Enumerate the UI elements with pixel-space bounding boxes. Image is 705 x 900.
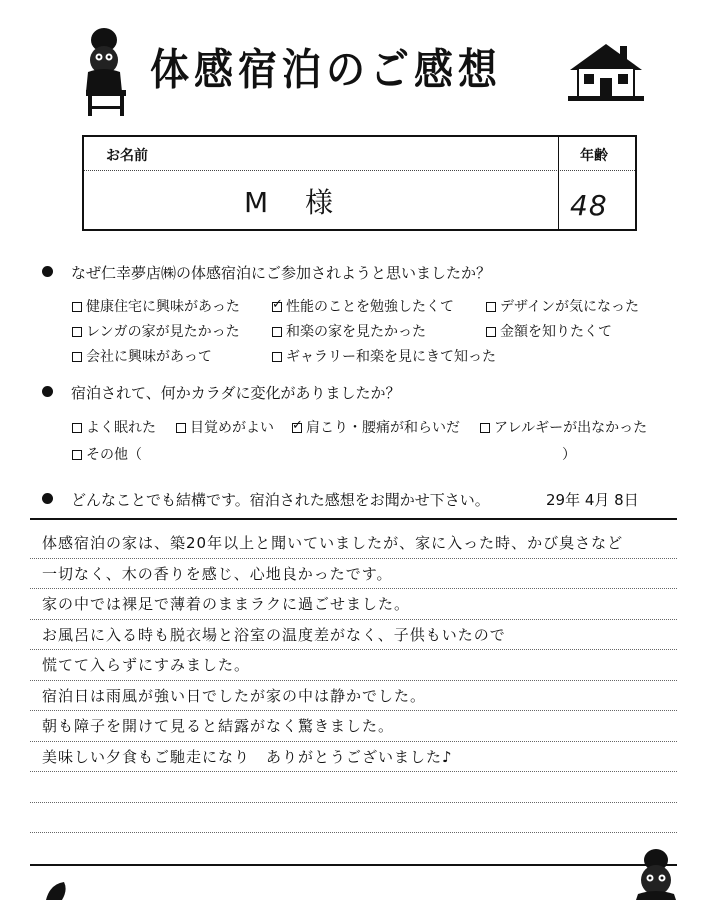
checkbox[interactable] [72, 302, 82, 312]
q1-option[interactable]: 健康住宅に興味があった [72, 296, 240, 316]
ruled-line [30, 619, 677, 620]
mascot-bottom-icon [628, 848, 684, 900]
q1-option[interactable]: ギャラリー和楽を見にきて知った [272, 346, 496, 366]
q2-option[interactable]: ✓ 肩こり・腰痛が和らいだ [292, 417, 460, 437]
answer-line: お風呂に入る時も脱衣場と浴室の温度差がなく、子供もいたので [42, 626, 506, 644]
q1-option[interactable]: 会社に興味があって [72, 346, 212, 366]
ruled-line [30, 771, 677, 772]
q2-option[interactable]: よく眠れた [72, 417, 156, 437]
q1-option[interactable]: 和楽の家を見たかった [272, 321, 426, 341]
checkbox[interactable] [72, 352, 82, 362]
date: 29年 4月 8日 [546, 491, 639, 509]
checkbox[interactable] [486, 327, 496, 337]
checkbox[interactable] [486, 302, 496, 312]
ruled-line [30, 680, 677, 681]
question-2: 宿泊されて、何かカラダに変化がありましたか？ [42, 382, 401, 403]
checkbox[interactable] [72, 423, 82, 433]
answer-line: 美味しい夕食もご馳走になり ありがとうございました♪ [42, 748, 453, 766]
bullet-icon [42, 266, 53, 277]
ruled-line [30, 832, 677, 833]
mascot-illustration [78, 26, 134, 118]
question-3: どんなことでも結構です。宿泊された感想をお聞かせ下さい。 [42, 489, 490, 510]
name-value: M 様 [244, 186, 348, 219]
answer-line: 朝も障子を開けて見ると結露がなく驚きました。 [42, 717, 395, 735]
checkbox[interactable] [72, 450, 82, 460]
page-title: 体感宿泊のご感想 [150, 45, 503, 96]
name-label: お名前 [106, 148, 148, 164]
q2-other-close: ） [562, 447, 576, 463]
q1-option[interactable]: 金額を知りたくて [486, 321, 612, 341]
divider [30, 864, 677, 866]
checkbox[interactable] [480, 423, 490, 433]
q1-option[interactable]: レンガの家が見たかった [72, 321, 240, 341]
checkbox-checked[interactable] [272, 302, 282, 312]
ruled-line [30, 649, 677, 650]
ruled-line [30, 558, 677, 559]
q2-option[interactable]: 目覚めがよい [176, 417, 274, 437]
ruled-line [30, 741, 677, 742]
answer-line: 慌てて入らずにすみました。 [42, 656, 251, 674]
checkbox[interactable] [272, 327, 282, 337]
checkbox-checked[interactable] [292, 423, 302, 433]
name-age-box [82, 135, 637, 231]
divider [30, 518, 677, 520]
ruled-line [30, 588, 677, 589]
bullet-icon [42, 493, 53, 504]
checkbox[interactable] [176, 423, 186, 433]
q2-other-option[interactable]: その他（ [72, 444, 142, 464]
age-label: 年齢 [580, 148, 608, 164]
bullet-icon [42, 386, 53, 397]
question-1: なぜ仁幸夢店㈱の体感宿泊にご参加されようと思いましたか？ [42, 262, 491, 283]
age-value: 48 [570, 189, 608, 222]
q2-option[interactable]: アレルギーが出なかった [480, 417, 647, 437]
answer-line: 一切なく、木の香りを感じ、心地良かったです。 [42, 565, 393, 583]
answer-line: 宿泊日は雨風が強い日でしたが家の中は静かでした。 [42, 687, 427, 705]
ruled-line [30, 710, 677, 711]
q1-option[interactable]: ✓ 性能のことを勉強したくて [272, 296, 454, 316]
checkbox[interactable] [272, 352, 282, 362]
checkbox[interactable] [72, 327, 82, 337]
answer-line: 体感宿泊の家は、築20年以上と聞いていましたが、家に入った時、かび臭さなど [42, 534, 624, 552]
house-icon [568, 40, 644, 102]
answer-line: 家の中では裸足で薄着のままラクに過ごせました。 [42, 595, 411, 613]
corner-figure-icon [44, 880, 70, 900]
q1-option[interactable]: デザインが気になった [486, 296, 639, 316]
ruled-line [30, 802, 677, 803]
